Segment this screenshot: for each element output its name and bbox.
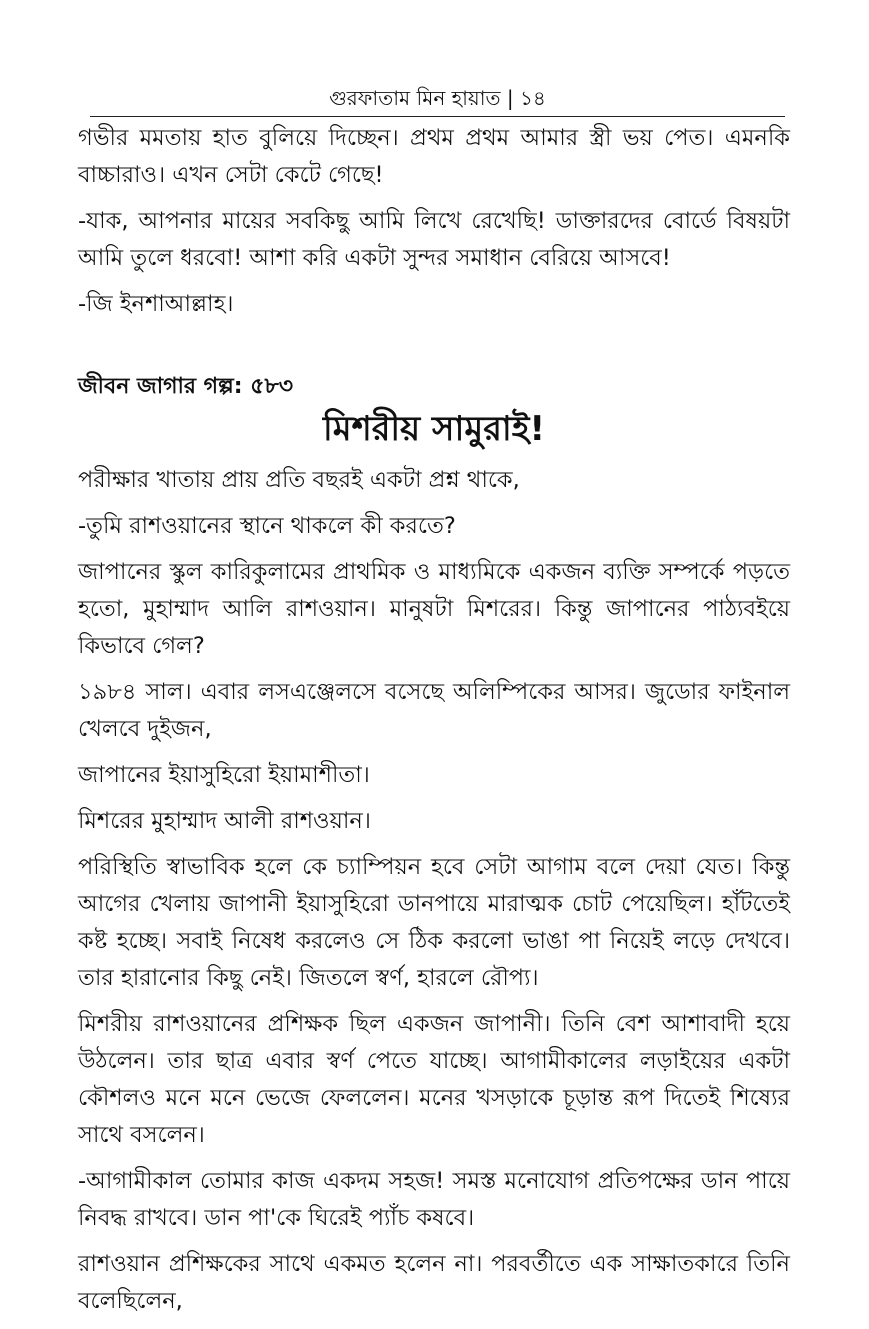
paragraph: মিশরের মুহাম্মাদ আলী রাশওয়ান। bbox=[78, 808, 371, 834]
paragraph: রাশওয়ান প্রশিক্ষকের সাথে একমত হলেন না। পরবর্তীতে এক সাক্ষাতকারে তিনি বলেছিলেন, bbox=[78, 1251, 790, 1314]
paragraph: ১৯৮৪ সাল। এবার লসএঞ্জেলসে বসেছে অলিম্পিকের আসর। জুডোর ফাইনাল খেলবে দুইজন, bbox=[78, 679, 790, 742]
paragraph: -জি ইনশাআল্লাহ। bbox=[78, 291, 234, 317]
paragraph: জাপানের ইয়াসুহিরো ইয়ামাশীতা। bbox=[78, 762, 370, 788]
header-rule bbox=[90, 116, 785, 117]
paragraph: জাপানের স্কুল কারিকুলামের প্রাথমিক ও মাধ্যমিকে একজন ব্যক্তি সম্পর্কে পড়তে হতো, মুহাম্মাদ আলি রাশওয়ান। মানুষটা মিশরের। কিন্তু জাপানের পাঠ্যবইয়ে কিভাবে গেল? bbox=[78, 559, 790, 659]
page-body bbox=[78, 120, 790, 1329]
story-title: মিশরীয় সামুরাই! bbox=[323, 409, 545, 449]
paragraph: মিশরীয় রাশওয়ানের প্রশিক্ষক ছিল একজন জাপানী। তিনি বেশ আশাবাদী হয়ে উঠলেন। তার ছাত্র এবার স্বর্ণ পেতে যাচ্ছে। আগামীকালের লড়াইয়ের একটা কৌশলও মনে মনে ভেজে ফেললেন। মনের খসড়াকে চূড়ান্ত রূপ দিতেই শিষ্যের সাথে বসলেন। bbox=[78, 1011, 790, 1148]
paragraph: -আগামীকাল তোমার কাজ একদম সহজ! সমস্ত মনোযোগ প্রতিপক্ষের ডান পায়ে নিবদ্ধ রাখবে। ডান পা'কে ঘিরেই প্যাঁচ কষবে। bbox=[78, 1168, 790, 1231]
paragraph: গভীর মমতায় হাত বুলিয়ে দিচ্ছেন। প্রথম প্রথম আমার স্ত্রী ভয় পেত। এমনকি বাচ্চারাও। এখন সেটা কেটে গেছে! bbox=[78, 125, 790, 188]
story-series-label: জীবন জাগার গল্প: ৫৮৩ bbox=[78, 374, 294, 399]
paragraph: -যাক, আপনার মায়ের সবকিছু আমি লিখে রেখেছি! ডাক্তারদের বোর্ডে বিষয়টা আমি তুলে ধরবো! আশা করি একটা সুন্দর সমাধান বেরিয়ে আসবে! bbox=[78, 208, 790, 271]
paragraph: -তুমি রাশওয়ানের স্থানে থাকলে কী করতে? bbox=[78, 513, 456, 539]
paragraph: পরিস্থিতি স্বাভাবিক হলে কে চ্যাম্পিয়ন হবে সেটা আগাম বলে দেয়া যেত। কিন্তু আগের খেলায় জাপানী ইয়াসুহিরো ডানপায়ে মারাত্মক চোট পেয়েছিল। হাঁটতেই কষ্ট হচ্ছে। সবাই নিষেধ করলেও সে ঠিক করলো ভাঙা পা নিয়েই লড়ে দেখবে। তার হারানোর কিছু নেই। জিতলে স্বর্ণ, হারলে রৌপ্য। bbox=[78, 854, 790, 991]
running-header: গুরফাতাম মিন হায়াত | ১৪ bbox=[329, 86, 546, 110]
paragraph: পরীক্ষার খাতায় প্রায় প্রতি বছরই একটা প্রশ্ন থাকে, bbox=[78, 467, 520, 493]
